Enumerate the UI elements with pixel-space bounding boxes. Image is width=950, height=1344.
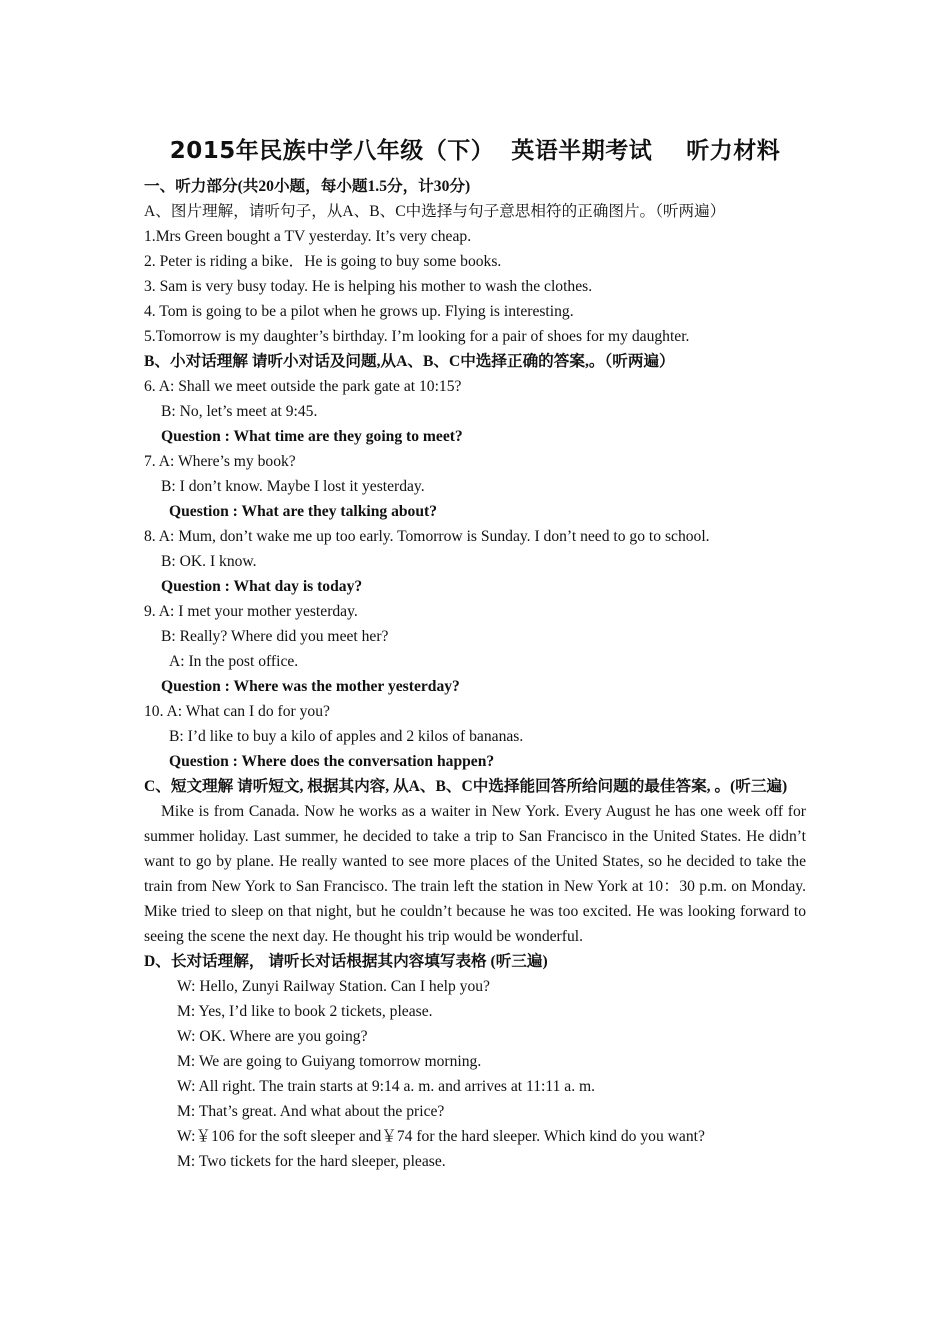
q6-line-b: B: No, let’s meet at 9:45. [161, 403, 318, 420]
part-d-heading: D、长对话理解， 请听长对话根据其内容填写表格 (听三遍) [144, 953, 548, 970]
part-a-item-2: 2. Peter is riding a bike．He is going to buy some books. [144, 253, 502, 270]
q8-line-b: B: OK. I know. [161, 553, 257, 570]
part-a-item-1: 1.Mrs Green bought a TV yesterday. It’s very cheap. [144, 228, 472, 245]
dialogue-line: W: All right. The train starts at 9:14 a. m. and arrives at 11:11 a. m. [177, 1078, 596, 1095]
section-heading: 一、听力部分(共20小题，每小题1.5分，计30分) [144, 178, 471, 195]
q7-question: Question : What are they talking about? [169, 503, 438, 520]
part-b-heading: B、小对话理解 请听小对话及问题,从A、B、C中选择正确的答案,。（听两遍） [144, 353, 675, 370]
dialogue-line: M: We are going to Guiyang tomorrow morning. [177, 1053, 482, 1070]
q10-line-b: B: I’d like to buy a kilo of apples and 2 kilos of bananas. [169, 728, 524, 745]
q9-line-b: B: Really? Where did you meet her? [161, 628, 389, 645]
part-a-heading: A、图片理解，请听句子，从A、B、C中选择与句子意思相符的正确图片。（听两遍） [144, 203, 726, 220]
dialogue-line: W: Hello, Zunyi Railway Station. Can I help you? [177, 978, 490, 995]
part-c-passage: Mike is from Canada. Now he works as a waiter in New York. Every August he has one week off for summer holiday. Last summer, he decided to take a trip to San Francisco in the United States. He didn’t want to go by plane. He really wanted to see more places of the United States, so he decided to take the train from New York to San Francisco. The train left the station in New York at 10：30 p.m. on Monday. Mike tried to sleep on that night, but he couldn’t because he was too excited. He was looking forward to seeing the scene the next day. He thought his trip would be wonderful. [144, 803, 806, 945]
dialogue-line: M: That’s great. And what about the price? [177, 1103, 445, 1120]
part-a-item-4: 4. Tom is going to be a pilot when he grows up. Flying is interesting. [144, 303, 574, 320]
document-body [144, 174, 806, 1174]
q10-question: Question : Where does the conversation happen? [169, 753, 495, 770]
part-a-item-3: 3. Sam is very busy today. He is helping his mother to wash the clothes. [144, 278, 593, 295]
part-c-heading: C、短文理解 请听短文, 根据其内容, 从A、B、C中选择能回答所给问题的最佳答案, 。(听三遍) [144, 778, 788, 795]
q7-line-a: 7. A: Where’s my book? [144, 453, 296, 470]
dialogue-line: M: Two tickets for the hard sleeper, please. [177, 1153, 446, 1170]
part-a-item-5: 5.Tomorrow is my daughter’s birthday. I’m looking for a pair of shoes for my daughter. [144, 328, 690, 345]
q10-line-a: 10. A: What can I do for you? [144, 703, 330, 720]
page-title: 2015年民族中学八年级（下） 英语半期考试 听力材料 [169, 138, 781, 164]
dialogue-line: W:￥106 for the soft sleeper and￥74 for the hard sleeper. Which kind do you want? [177, 1128, 705, 1145]
q6-question: Question : What time are they going to meet? [161, 428, 463, 445]
q9-line-c: A: In the post office. [169, 653, 299, 670]
dialogue-line: M: Yes, I’d like to book 2 tickets, please. [177, 1003, 433, 1020]
q6-line-a: 6. A: Shall we meet outside the park gate at 10:15? [144, 378, 462, 395]
q8-question: Question : What day is today? [161, 578, 363, 595]
q7-line-b: B: I don’t know. Maybe I lost it yesterday. [161, 478, 425, 495]
dialogue-line: W: OK. Where are you going? [177, 1028, 368, 1045]
q9-question: Question : Where was the mother yesterday? [161, 678, 460, 695]
q8-line-a: 8. A: Mum, don’t wake me up too early. Tomorrow is Sunday. I don’t need to go to school. [144, 528, 710, 545]
q9-line-a: 9. A: I met your mother yesterday. [144, 603, 358, 620]
